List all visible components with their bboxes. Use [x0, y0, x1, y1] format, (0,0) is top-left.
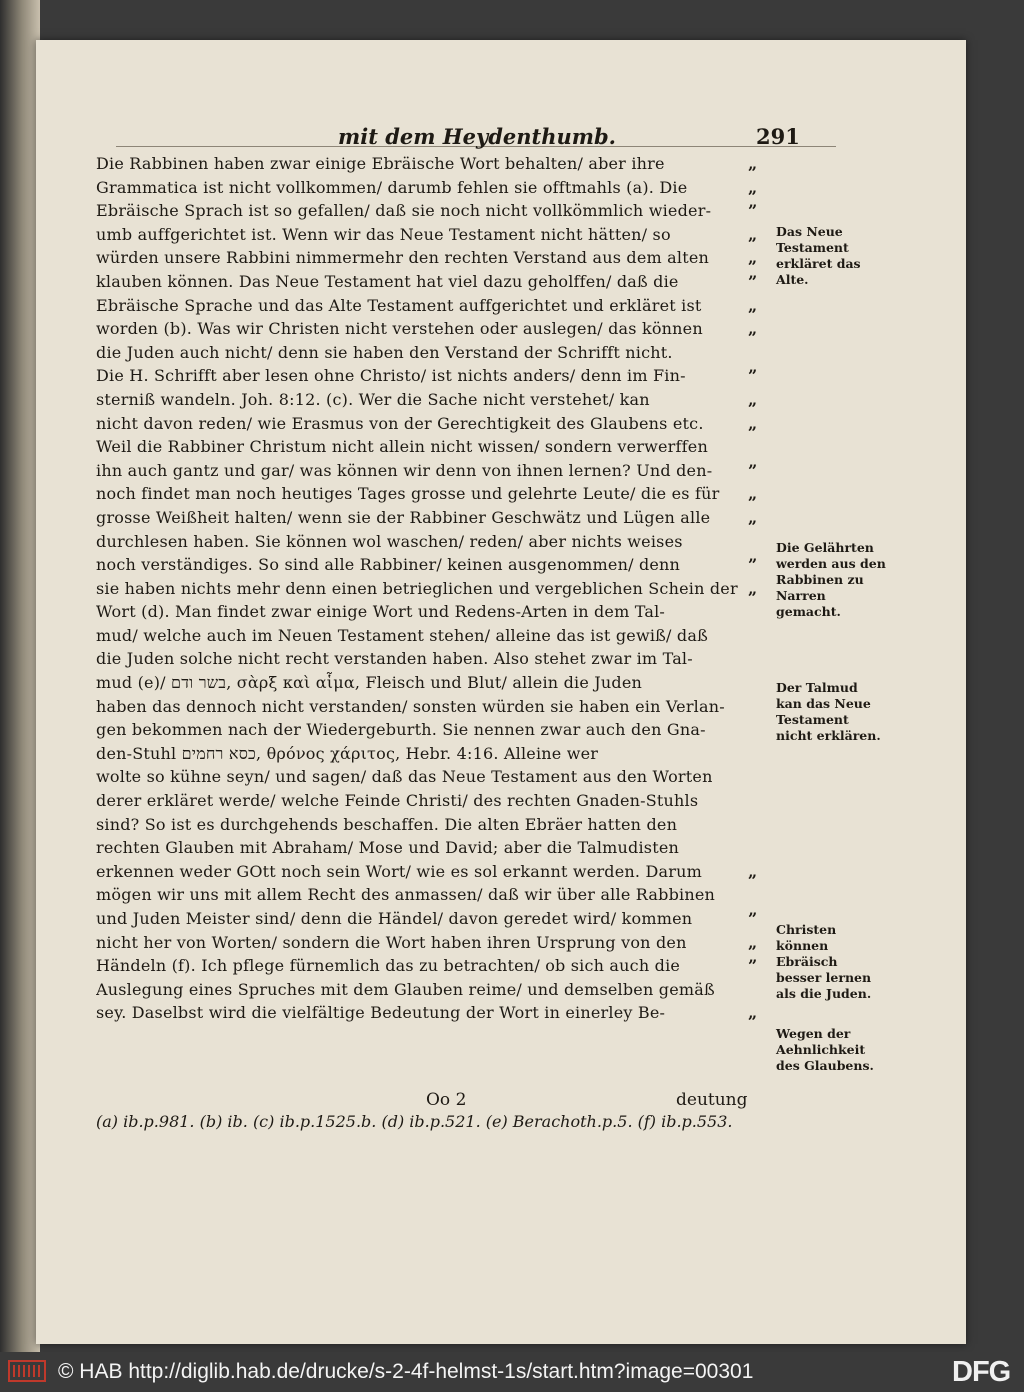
quote-mark: [748, 435, 778, 459]
running-title: mit dem Heydenthumb.: [338, 124, 616, 149]
book-page: [36, 40, 966, 1344]
text-line: noch verständiges. So sind alle Rabbiner/ keinen ausgenommen/ denn: [96, 555, 681, 575]
quote-mark: [748, 695, 778, 719]
quote-mark: [748, 718, 778, 742]
running-head: [76, 124, 886, 154]
quote-mark: [748, 341, 778, 365]
quote-mark: „: [748, 578, 758, 598]
quote-mark: „: [748, 932, 758, 952]
quote-mark: [748, 836, 778, 860]
text-line: wolte so kühne seyn/ und sagen/ daß das Neue Testament aus den Worten: [96, 767, 713, 787]
quote-mark: ”: [748, 366, 758, 386]
text-line: Die H. Schrifft aber lesen ohne Christo/ ist nichts anders/ denn im Fin-: [96, 366, 686, 386]
quote-mark: [748, 600, 778, 624]
text-line: worden (b). Was wir Christen nicht verstehen oder auslegen/ das können: [96, 319, 703, 339]
footnotes: (a) ib.p.981. (b) ib. (c) ib.p.1525.b. (d) ib.p.521. (e) Berachoth.p.5. (f) ib.p.553.: [96, 1112, 733, 1131]
text-line: durchlesen haben. Sie können wol waschen/ reden/ aber nichts weises: [96, 531, 683, 551]
text-line: sie haben nichts mehr denn einen betrieglichen und vergeblichen Schein der: [96, 578, 738, 598]
quote-mark: „: [748, 248, 758, 268]
quote-mark: ”: [748, 956, 758, 976]
quote-mark: [748, 765, 778, 789]
quote-mark: „: [748, 484, 758, 504]
text-line: mud/ welche auch im Neuen Testament stehen/ alleine das ist gewiß/ daß: [96, 625, 708, 645]
side-note: Die Gelährten werden aus den Rabbinen zu Narren gemacht.: [776, 540, 886, 619]
page-number: 291: [756, 124, 800, 149]
quote-mark: „: [748, 319, 758, 339]
text-line: sey. Daselbst wird die vielfältige Bedeutung der Wort in einerley Be-: [96, 1003, 666, 1023]
side-note: Christen können Ebräisch besser lernen als die Juden.: [776, 922, 872, 1001]
text-line: sterniß wandeln. Joh. 8:12. (c). Wer die Sache nicht verstehet/ kan: [96, 389, 650, 409]
quote-mark: [748, 530, 778, 554]
quote-mark: ”: [748, 271, 758, 291]
text-line: ihn auch gantz und gar/ was können wir denn von ihnen lernen? Und den-: [96, 460, 713, 480]
hab-logo-icon: [8, 1359, 46, 1383]
side-note: Der Talmud kan das Neue Testament nicht erklären.: [776, 680, 881, 743]
quote-mark: [748, 789, 778, 813]
quote-mark: ”: [748, 460, 758, 480]
quote-mark: „: [748, 413, 758, 433]
quote-mark: „: [748, 224, 758, 244]
quote-mark: [748, 647, 778, 671]
quote-mark: [748, 978, 778, 1002]
quote-mark: ”: [748, 555, 758, 575]
dfg-logo: DFG: [952, 1356, 1011, 1388]
text-line: grosse Weißheit halten/ wenn sie der Rabbiner Geschwätz und Lügen alle: [96, 507, 711, 527]
text-line: nicht davon reden/ wie Erasmus von der Gerechtigkeit des Glaubens etc.: [96, 413, 704, 433]
text-line: Weil die Rabbiner Christum nicht allein nicht wissen/ sondern verwerffen: [96, 437, 708, 457]
signature-mark: Oo 2: [426, 1090, 467, 1110]
quote-mark: „: [748, 295, 758, 315]
text-line: gen bekommen nach der Wiedergeburth. Sie nennen zwar auch den Gna-: [96, 720, 706, 740]
text-line: haben das dennoch nicht verstanden/ sonsten würden sie haben ein Verlan-: [96, 696, 725, 716]
side-note: Wegen der Aehnlichkeit des Glaubens.: [776, 1026, 874, 1073]
copyright-url[interactable]: © HAB http://diglib.hab.de/drucke/s-2-4f-helmst-1s/start.htm?image=00301: [58, 1360, 754, 1383]
main-text: [96, 152, 748, 1025]
quote-mark: [748, 742, 778, 766]
text-line: Auslegung eines Spruches mit dem Glauben reime/ und demselben gemäß: [96, 979, 715, 999]
text-line: Die Rabbinen haben zwar einige Ebräische Wort behalten/ aber ihre: [96, 154, 665, 173]
quote-mark: „: [748, 861, 758, 881]
quote-mark: ”: [748, 201, 758, 221]
text-line: erkennen weder GOtt noch sein Wort/ wie es sol erkannt werden. Darum: [96, 861, 702, 881]
quote-mark: „: [748, 154, 758, 173]
text-line: mud (e)/ בשר ודם, σὰρξ καὶ αἷμα, Fleisch und Blut/ allein die Juden: [96, 673, 643, 693]
quote-mark: „: [748, 177, 758, 197]
text-line: Grammatica ist nicht vollkommen/ darumb fehlen sie offtmahls (a). Die: [96, 177, 688, 197]
quote-mark: „: [748, 1003, 758, 1023]
text-line: Händeln (f). Ich pflege fürnemlich das zu betrachten/ ob sich auch die: [96, 956, 681, 976]
side-note: Das Neue Testament erkläret das Alte.: [776, 224, 861, 287]
text-line: die Juden solche nicht recht verstanden haben. Also stehet zwar im Tal-: [96, 649, 693, 669]
text-line: Ebräische Sprache und das Alte Testament auffgerichtet und erkläret ist: [96, 295, 702, 315]
text-line: den-Stuhl כסא רחמים, θρόνος χάριτος, Hebr. 4:16. Alleine wer: [96, 743, 599, 763]
quote-mark: [748, 624, 778, 648]
text-line: und Juden Meister sind/ denn die Händel/ davon geredet wird/ kommen: [96, 909, 693, 928]
text-line: nicht her von Worten/ sondern die Wort haben ihren Ursprung von den: [96, 932, 687, 952]
text-line: rechten Glauben mit Abraham/ Mose und David; aber die Talmudisten: [96, 838, 679, 858]
text-line: noch findet man noch heutiges Tages grosse und gelehrte Leute/ die es für: [96, 484, 720, 504]
quote-mark: ”: [748, 909, 758, 928]
quote-mark: [748, 671, 778, 695]
quote-mark: [748, 813, 778, 837]
quote-mark: „: [748, 389, 758, 409]
catchword: deutung: [676, 1090, 748, 1110]
text-line: Wort (d). Man findet zwar einige Wort und Redens-Arten in dem Tal-: [96, 602, 666, 622]
text-line: sind? So ist es durchgehends beschaffen. Die alten Ebräer hatten den: [96, 814, 678, 834]
quote-marks-column: [748, 152, 778, 1025]
text-line: umb auffgerichtet ist. Wenn wir das Neue Testament nicht hätten/ so: [96, 224, 671, 244]
quote-mark: „: [748, 507, 758, 527]
text-line: klauben können. Das Neue Testament hat viel dazu geholffen/ daß die: [96, 271, 679, 291]
text-line: die Juden auch nicht/ denn sie haben den Verstand der Schrifft nicht.: [96, 342, 673, 362]
page-content: [76, 100, 946, 1340]
text-line: mögen wir uns mit allem Recht des anmassen/ daß wir über alle Rabbinen: [96, 885, 716, 905]
text-line: Ebräische Sprach ist so gefallen/ daß sie noch nicht vollkömmlich wieder-: [96, 201, 712, 221]
quote-mark: [748, 883, 778, 907]
adjacent-page-edge: [0, 0, 40, 1352]
footer-bar: [0, 1352, 1024, 1392]
text-line: würden unsere Rabbini nimmermehr den rechten Verstand aus dem alten: [96, 248, 710, 268]
text-line: derer erkläret werde/ welche Feinde Christi/ des rechten Gnaden-Stuhls: [96, 791, 699, 811]
